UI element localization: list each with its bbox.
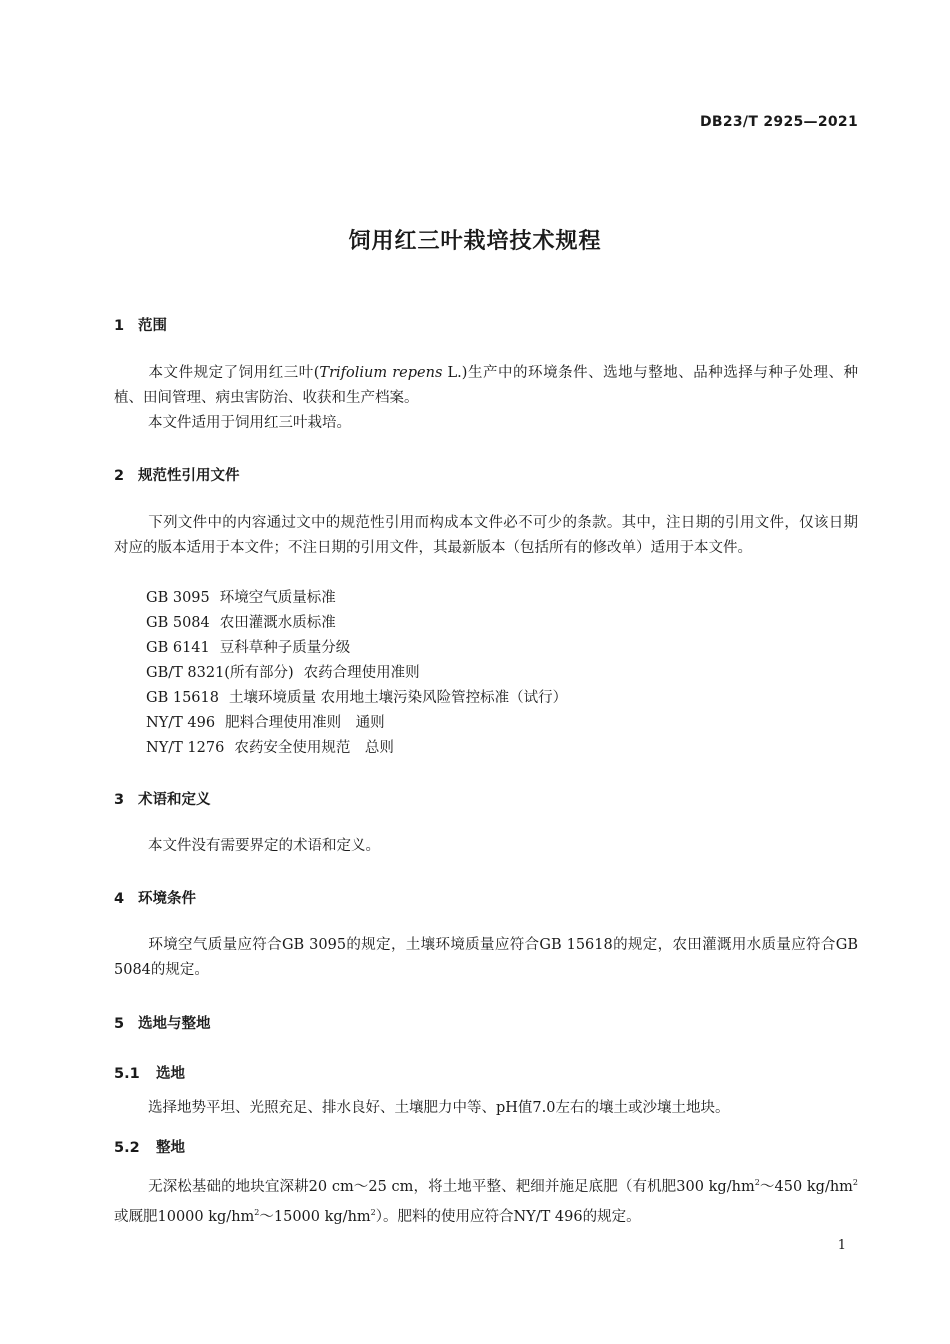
reference-item — [146, 636, 567, 661]
section-title: 选地与整地 — [138, 1016, 211, 1032]
subsection-heading-site-selection — [114, 1062, 185, 1083]
reference-code: GB 15618 — [146, 690, 219, 706]
scope-paragraph: 本文件规定了饲用红三叶(Trifolium repens L.)生产中的环境条件、选地与整地、品种选择与种子处理、种植、田间管理、病虫害防治、收获和生产档案。 — [114, 365, 859, 406]
reference-code: NY/T 1276 — [146, 740, 225, 756]
reference-name: 环境空气质量标准 — [219, 590, 336, 606]
section-heading-site-selection — [114, 1012, 211, 1033]
reference-name: 农药安全使用规范 总则 — [234, 740, 394, 756]
section-number: 2 — [114, 468, 125, 484]
section-number: 4 — [114, 891, 125, 907]
reference-item — [146, 661, 567, 686]
reference-name: 豆科草种子质量分级 — [219, 640, 351, 656]
page-title: 饲用红三叶栽培技术规程 — [348, 229, 602, 254]
page-number: 1 — [837, 1238, 846, 1253]
land-preparation-paragraph: 无深松基础的地块宜深耕20 cm～25 cm，将土地平整、耙细并施足底肥（有机肥300 $kg/hm^2\sim 450$ $kg/hm^2$或厩肥10000 $kg/hm^2\sim 15000$ $kg/hm^2$）。肥料的使用应符合NY/T 496的规定。 — [114, 1178, 859, 1225]
subsection-number: 5.2 — [114, 1140, 140, 1156]
section-title: 规范性引用文件 — [138, 468, 240, 484]
subsection-number: 5.1 — [114, 1066, 140, 1082]
reference-code: NY/T 496 — [146, 715, 216, 731]
reference-list — [146, 586, 567, 761]
section-heading-environment — [114, 887, 196, 908]
scope-applicability-paragraph: 本文件适用于饲用红三叶栽培。 — [148, 415, 351, 431]
section-number: 1 — [114, 318, 125, 334]
reference-item — [146, 711, 567, 736]
references-paragraph: 下列文件中的内容通过文中的规范性引用而构成本文件必不可少的条款。其中，注日期的引用文件，仅该日期对应的版本适用于本文件；不注日期的引用文件，其最新版本（包括所有的修改单）适用于本文件。 — [114, 515, 858, 556]
subsection-title: 选地 — [156, 1066, 185, 1082]
section-heading-scope — [114, 314, 167, 335]
subsection-title: 整地 — [156, 1140, 185, 1156]
subsection-heading-land-preparation — [114, 1136, 185, 1157]
reference-name: 农药合理使用准则 — [303, 665, 420, 681]
section-heading-terms — [114, 788, 211, 809]
reference-item — [146, 736, 567, 761]
section-number: 5 — [114, 1016, 125, 1032]
section-title: 范围 — [138, 318, 167, 334]
reference-code: GB 3095 — [146, 590, 210, 606]
reference-name: 土壤环境质量 农用地土壤污染风险管控标准（试行） — [228, 690, 568, 706]
reference-code: GB/T 8321(所有部分) — [146, 665, 294, 681]
reference-item — [146, 586, 567, 611]
environment-paragraph: 环境空气质量应符合GB 3095的规定，土壤环境质量应符合GB 15618的规定，农田灌溉用水质量应符合GB 5084的规定。 — [114, 937, 858, 978]
reference-code: GB 5084 — [146, 615, 210, 631]
reference-item — [146, 611, 567, 636]
site-selection-paragraph: 选择地势平坦、光照充足、排水良好、土壤肥力中等、pH值7.0左右的壤土或沙壤土地块。 — [148, 1100, 730, 1116]
section-title: 术语和定义 — [138, 792, 211, 808]
section-heading-normative-references — [114, 464, 240, 485]
reference-name: 农田灌溉水质标准 — [219, 615, 336, 631]
reference-item — [146, 686, 567, 711]
reference-code: GB 6141 — [146, 640, 210, 656]
section-title: 环境条件 — [138, 891, 196, 907]
section-number: 3 — [114, 792, 125, 808]
terms-paragraph: 本文件没有需要界定的术语和定义。 — [148, 838, 380, 854]
reference-name: 肥料合理使用准则 通则 — [225, 715, 385, 731]
document-code: DB23/T 2925—2021 — [699, 114, 858, 130]
species-name: Trifolium repens — [319, 365, 443, 381]
